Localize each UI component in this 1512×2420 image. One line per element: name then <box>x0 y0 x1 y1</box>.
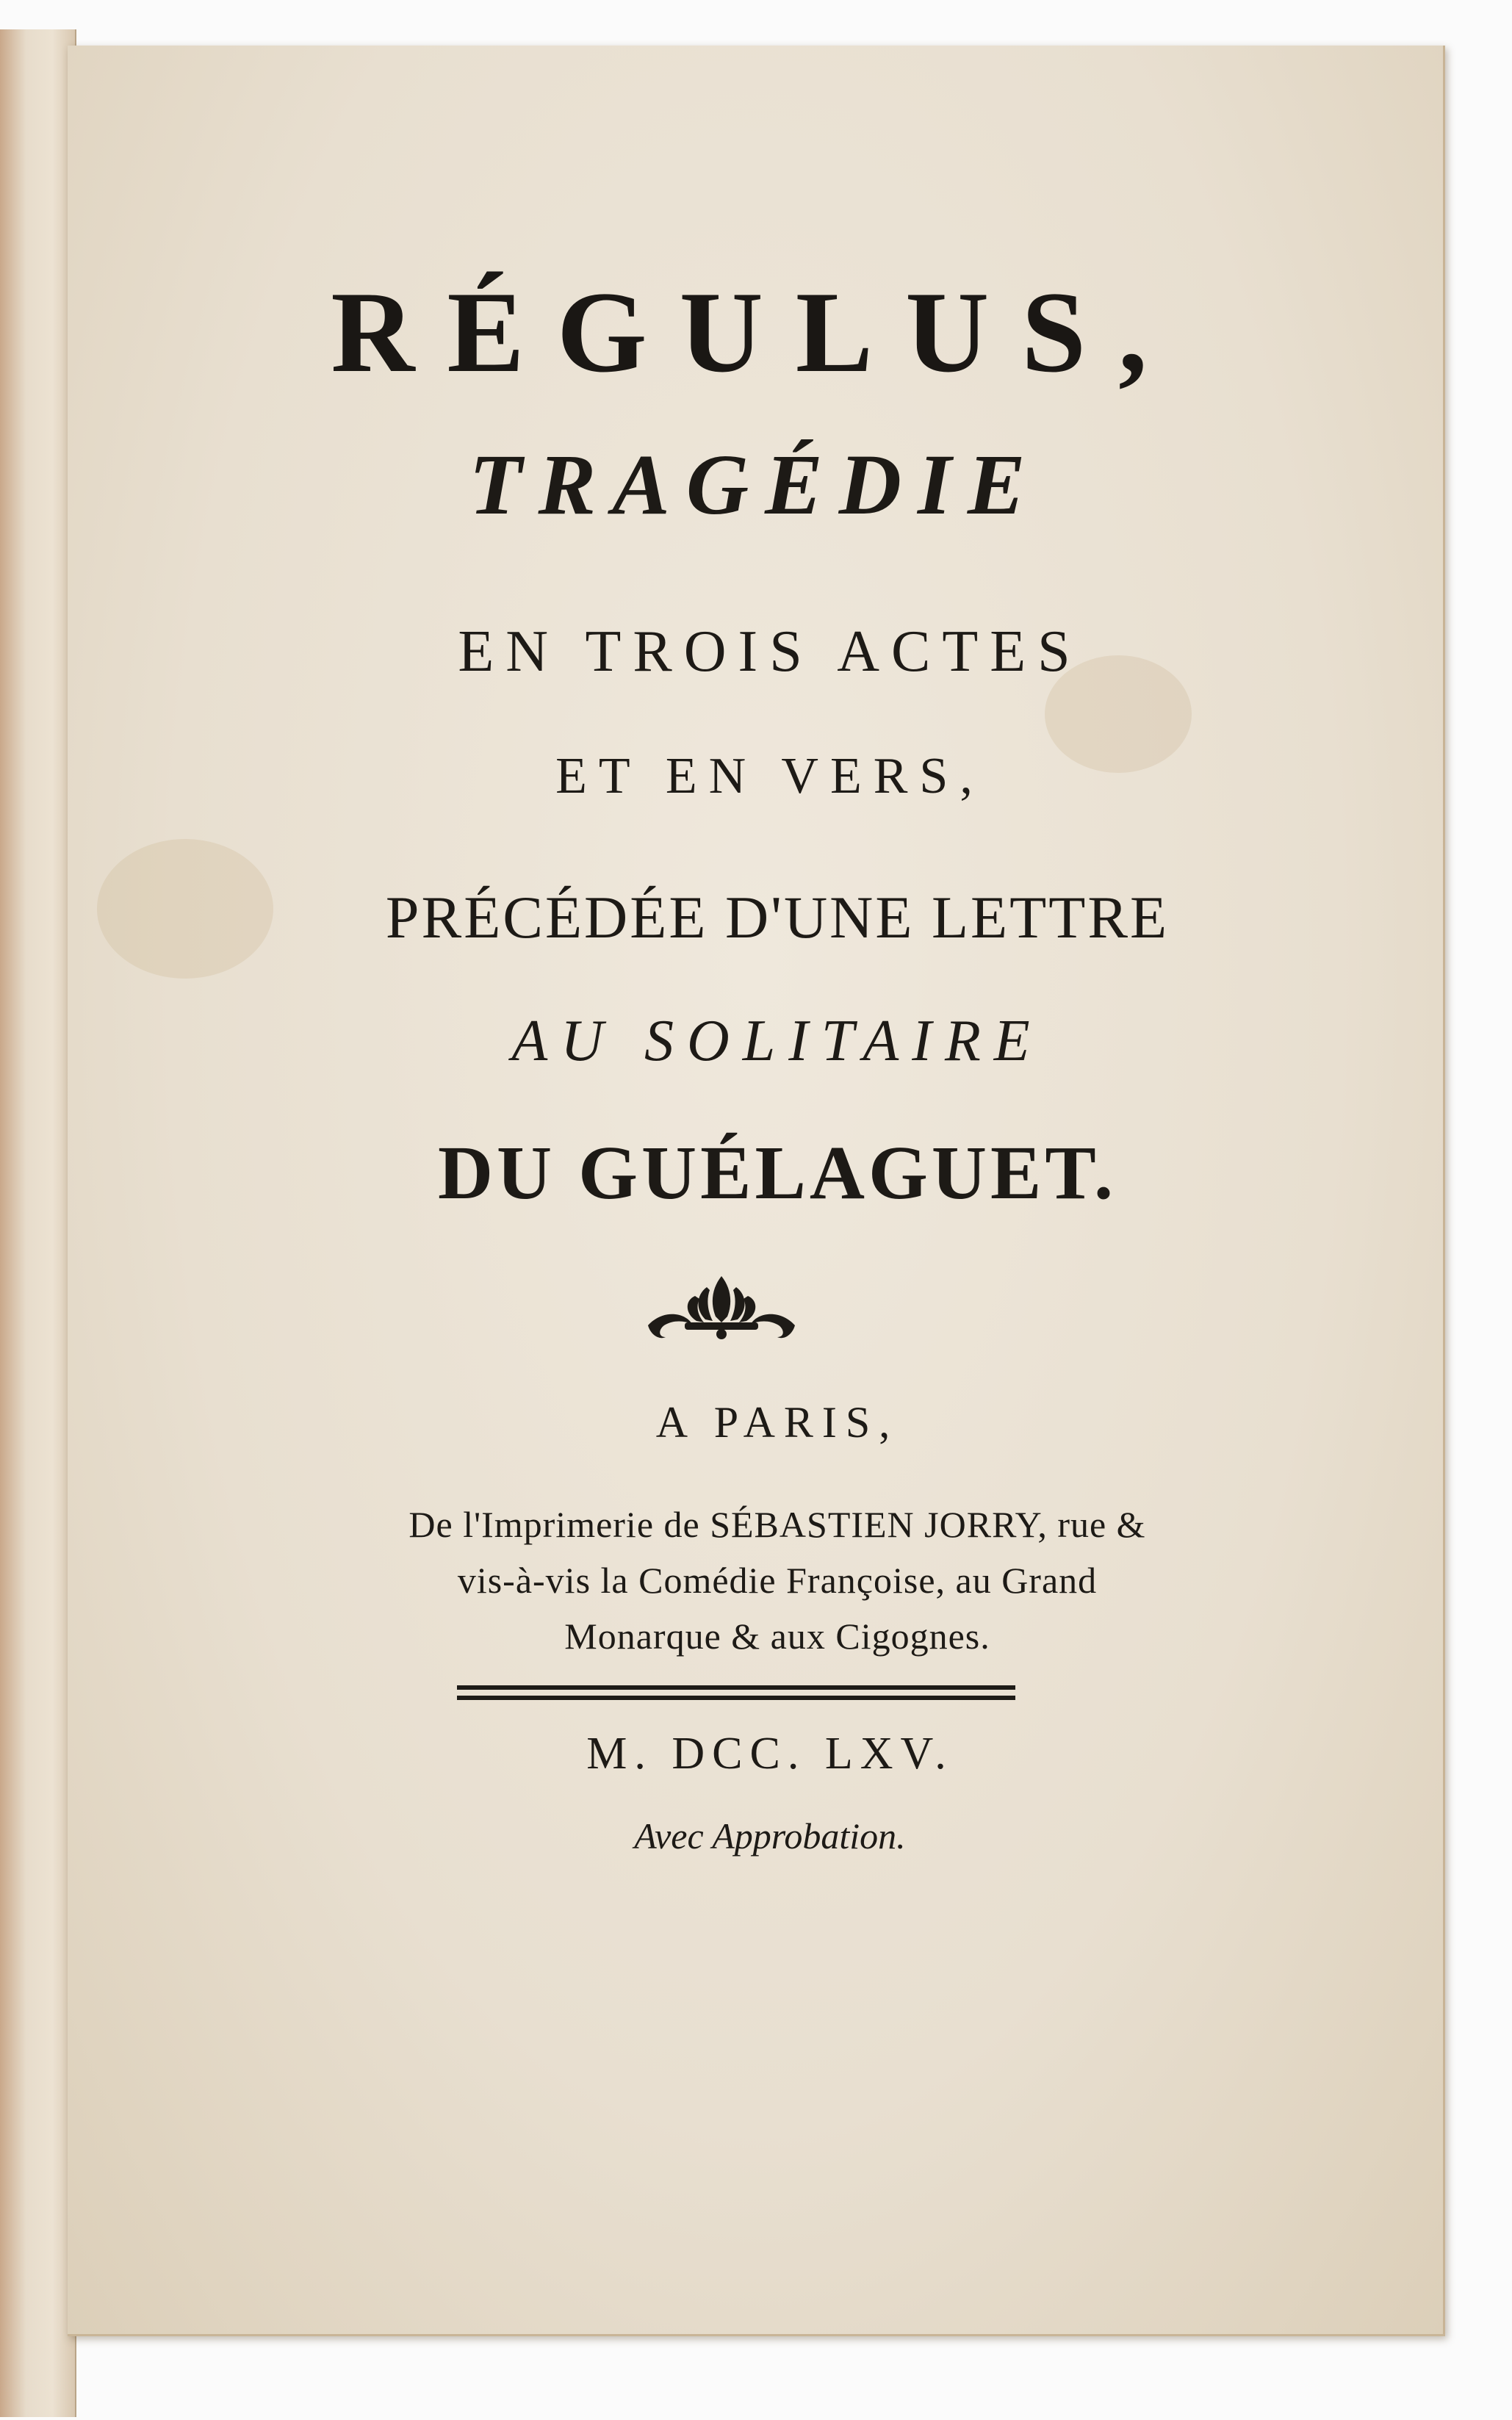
double-rule-divider <box>457 1685 1015 1700</box>
letter-line: PRÉCÉDÉE D'UNE LETTRE <box>385 884 1170 951</box>
imprint-line-2: vis-à-vis la Comédie Françoise, au Grand <box>457 1560 1098 1601</box>
solitaire-line: AU SOLITAIRE <box>511 1009 1043 1073</box>
book-title: RÉGULUS, <box>331 268 1180 397</box>
imprint-block <box>90 1497 1465 1664</box>
imprint-line-3: Monarque & aux Cigognes. <box>564 1616 990 1657</box>
place-of-printing: A PARIS, <box>655 1398 899 1447</box>
title-page <box>68 46 1445 2336</box>
acts-line: EN TROIS ACTES <box>458 619 1082 684</box>
verse-line: ET EN VERS, <box>555 748 984 804</box>
approbation-note: Avec Approbation. <box>634 1815 906 1857</box>
imprint-line-1: De l'Imprimerie de SÉBASTIEN JORRY, rue & <box>408 1504 1146 1545</box>
book-subtitle: TRAGÉDIE <box>469 436 1042 533</box>
fleuron-ornament-icon <box>633 1258 810 1346</box>
guelaguet-line: DU GUÉLAGUET. <box>437 1131 1117 1215</box>
previous-leaf <box>0 29 76 2417</box>
publication-date: M. DCC. LXV. <box>586 1729 954 1779</box>
